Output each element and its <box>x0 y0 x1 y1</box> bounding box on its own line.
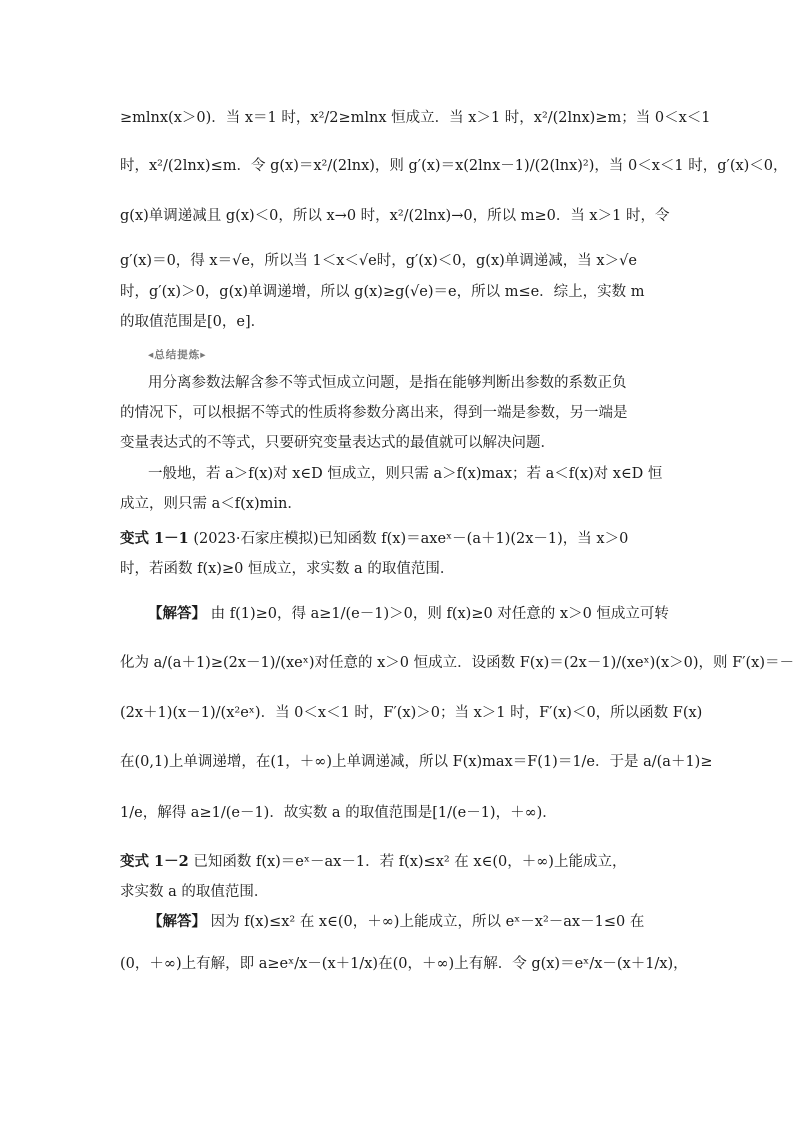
variant-1-1-line-2: 时，若函数 f(x)≥0 恒成立，求实数 a 的取值范围． <box>120 561 455 577</box>
text-line-4: g′(x)＝0，得 x＝√e，所以当 1＜x＜√e时，g′(x)＜0，g(x)单调递减，当 x＞√e <box>120 253 637 269</box>
variant-1-1-text: (2023·石家庄模拟)已知函数 f(x)＝axeˣ－(a＋1)(2x－1)，当 x＞0 <box>193 531 629 547</box>
answer-1-line-3: (2x＋1)(x－1)/(x²eˣ)．当 0＜x＜1 时，F′(x)＞0；当 x＞1 时，F′(x)＜0，所以函数 F(x) <box>120 705 703 721</box>
text-line-2: 时，x²/(2lnx)≤m．令 g(x)＝x²/(2lnx)，则 g′(x)＝x(2lnx－1)/(2(lnx)²)，当 0＜x＜1 时，g′(x)＜0， <box>120 158 788 174</box>
answer-2-line-2: (0，＋∞)上有解，即 a≥eˣ/x－(x＋1/x)在(0，＋∞)上有解．令 g(x)＝eˣ/x－(x＋1/x)， <box>120 956 688 972</box>
answer-1-line-4: 在(0,1)上单调递增，在(1，＋∞)上单调递减，所以 F(x)max＝F(1)＝1/e．于是 a/(a＋1)≥ <box>120 754 713 770</box>
variant-1-2-line-2: 求实数 a 的取值范围． <box>120 884 269 900</box>
variant-1-2-label: 变式 1－2 <box>120 853 189 870</box>
answer-1-line-2: 化为 a/(a＋1)≥(2x－1)/(xeˣ)对任意的 x＞0 恒成立．设函数 F(x)＝(2x－1)/(xeˣ)(x＞0)，则 F′(x)＝－ <box>120 655 794 671</box>
answer-label: 【解答】 <box>148 606 206 622</box>
variant-1-2-heading <box>120 851 680 873</box>
answer-1-line-5: 1/e，解得 a≥1/(e－1)．故实数 a 的取值范围是[1/(e－1)，＋∞)． <box>120 805 557 821</box>
variant-1-2-text: 已知函数 f(x)＝eˣ－ax－1．若 f(x)≤x² 在 x∈(0，＋∞)上能成立， <box>193 854 627 870</box>
answer-2-line-1 <box>148 911 708 933</box>
variant-1-1-label: 变式 1－1 <box>120 530 189 547</box>
summary-line-2: 的情况下，可以根据不等式的性质将参数分离出来，得到一端是参数，另一端是 <box>120 405 628 421</box>
text-line-1: ≥mlnx(x＞0)．当 x＝1 时，x²/2≥mlnx 恒成立．当 x＞1 时，x²/(2lnx)≥m；当 0＜x＜1 <box>120 110 711 126</box>
answer-2-text: 因为 f(x)≤x² 在 x∈(0，＋∞)上能成立，所以 eˣ－x²－ax－1≤0 在 <box>210 914 645 930</box>
summary-line-5: 成立，则只需 a＜f(x)min． <box>120 496 302 512</box>
answer-label-2: 【解答】 <box>148 914 206 930</box>
summary-line-4: 一般地，若 a＞f(x)对 x∈D 恒成立，则只需 a＞f(x)max；若 a＜f(x)对 x∈D 恒 <box>148 466 663 482</box>
summary-section-tag: ◂总结提炼▸ <box>148 349 207 361</box>
answer-1-line-1 <box>148 603 708 625</box>
answer-1-text: 由 f(1)≥0，得 a≥1/(e－1)＞0，则 f(x)≥0 对任意的 x＞0 恒成立可转 <box>210 606 669 622</box>
summary-line-3: 变量表达式的不等式，只要研究变量表达式的最值就可以解决问题． <box>120 435 555 451</box>
summary-line-1: 用分离参数法解含参不等式恒成立问题，是指在能够判断出参数的系数正负 <box>148 375 627 391</box>
text-line-3: g(x)单调递减且 g(x)＜0，所以 x→0 时，x²/(2lnx)→0，所以 m≥0．当 x＞1 时，令 <box>120 208 670 224</box>
variant-1-1-heading <box>120 528 680 550</box>
text-line-5: 时，g′(x)＞0，g(x)单调递增，所以 g(x)≥g(√e)＝e，所以 m≤e．综上，实数 m <box>120 284 645 300</box>
text-line-6: 的取值范围是[0，e]． <box>120 314 266 330</box>
